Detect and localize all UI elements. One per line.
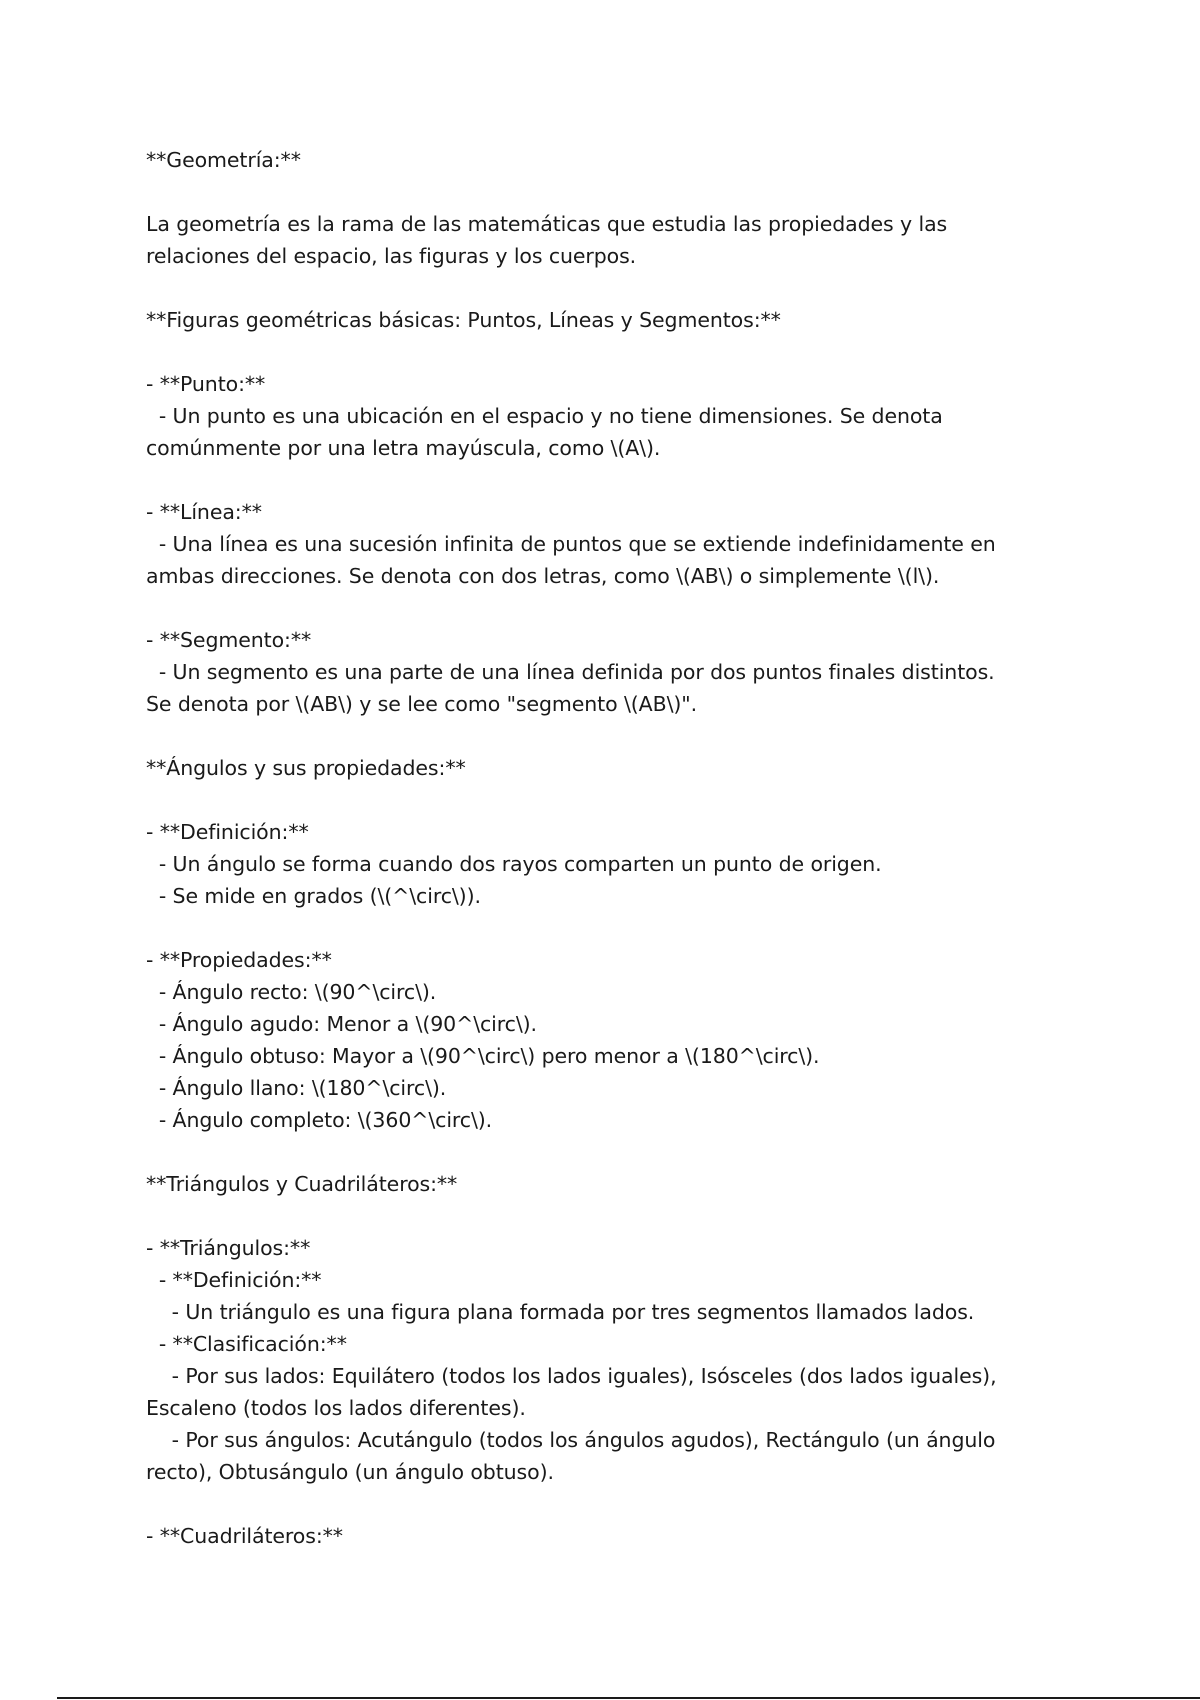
text-line: **Figuras geométricas básicas: Puntos, Líneas y Segmentos:** — [146, 308, 781, 332]
text-line: - **Línea:** — [146, 500, 262, 524]
blank-line — [146, 592, 1046, 624]
text-line: La geometría es la rama de las matemáticas que estudia las propiedades y las — [146, 212, 948, 236]
blank-line — [146, 1136, 1046, 1168]
blank-line — [146, 1200, 1046, 1232]
text-line: recto), Obtusángulo (un ángulo obtuso). — [146, 1460, 554, 1484]
text-line: - Por sus ángulos: Acutángulo (todos los ángulos agudos), Rectángulo (un ángulo — [146, 1428, 996, 1452]
text-line: - Ángulo llano: \(180^\circ\). — [146, 1076, 447, 1100]
document-body — [146, 144, 1046, 1552]
text-line: - Un segmento es una parte de una línea definida por dos puntos finales distintos. — [146, 660, 995, 684]
text-line: - Ángulo obtuso: Mayor a \(90^\circ\) pero menor a \(180^\circ\). — [146, 1044, 820, 1068]
blank-line — [146, 720, 1046, 752]
text-line: - **Definición:** — [146, 820, 309, 844]
blank-line — [146, 336, 1046, 368]
text-line: - **Punto:** — [146, 372, 266, 396]
text-line: Se denota por \(AB\) y se lee como "segmento \(AB\)". — [146, 692, 698, 716]
text-line: - Se mide en grados (\(^\circ\)). — [146, 884, 481, 908]
text-line: - **Triángulos:** — [146, 1236, 311, 1260]
text-line: - Ángulo agudo: Menor a \(90^\circ\). — [146, 1012, 537, 1036]
blank-line — [146, 176, 1046, 208]
blank-line — [146, 1488, 1046, 1520]
text-line: - **Segmento:** — [146, 628, 312, 652]
text-line: - Un ángulo se forma cuando dos rayos comparten un punto de origen. — [146, 852, 882, 876]
text-line: ambas direcciones. Se denota con dos letras, como \(AB\) o simplemente \(l\). — [146, 564, 940, 588]
blank-line — [146, 912, 1046, 944]
text-line: **Geometría:** — [146, 148, 301, 172]
text-line: - Por sus lados: Equilátero (todos los lados iguales), Isósceles (dos lados iguales), — [146, 1364, 997, 1388]
text-line: - **Definición:** — [146, 1268, 322, 1292]
text-line: - **Cuadriláteros:** — [146, 1524, 343, 1548]
text-line: **Triángulos y Cuadriláteros:** — [146, 1172, 458, 1196]
text-line: - Ángulo recto: \(90^\circ\). — [146, 980, 437, 1004]
blank-line — [146, 272, 1046, 304]
text-line: - Un punto es una ubicación en el espacio y no tiene dimensiones. Se denota — [146, 404, 943, 428]
text-line: - **Propiedades:** — [146, 948, 332, 972]
text-line: - Una línea es una sucesión infinita de puntos que se extiende indefinidamente en — [146, 532, 996, 556]
text-line: - Un triángulo es una figura plana formada por tres segmentos llamados lados. — [146, 1300, 975, 1324]
text-line: - **Clasificación:** — [146, 1332, 347, 1356]
blank-line — [146, 784, 1046, 816]
text-line: relaciones del espacio, las figuras y los cuerpos. — [146, 244, 637, 268]
text-line: **Ángulos y sus propiedades:** — [146, 756, 466, 780]
text-line: - Ángulo completo: \(360^\circ\). — [146, 1108, 493, 1132]
text-line: Escaleno (todos los lados diferentes). — [146, 1396, 526, 1420]
footer-divider — [57, 1697, 1200, 1699]
blank-line — [146, 464, 1046, 496]
text-line: comúnmente por una letra mayúscula, como \(A\). — [146, 436, 661, 460]
